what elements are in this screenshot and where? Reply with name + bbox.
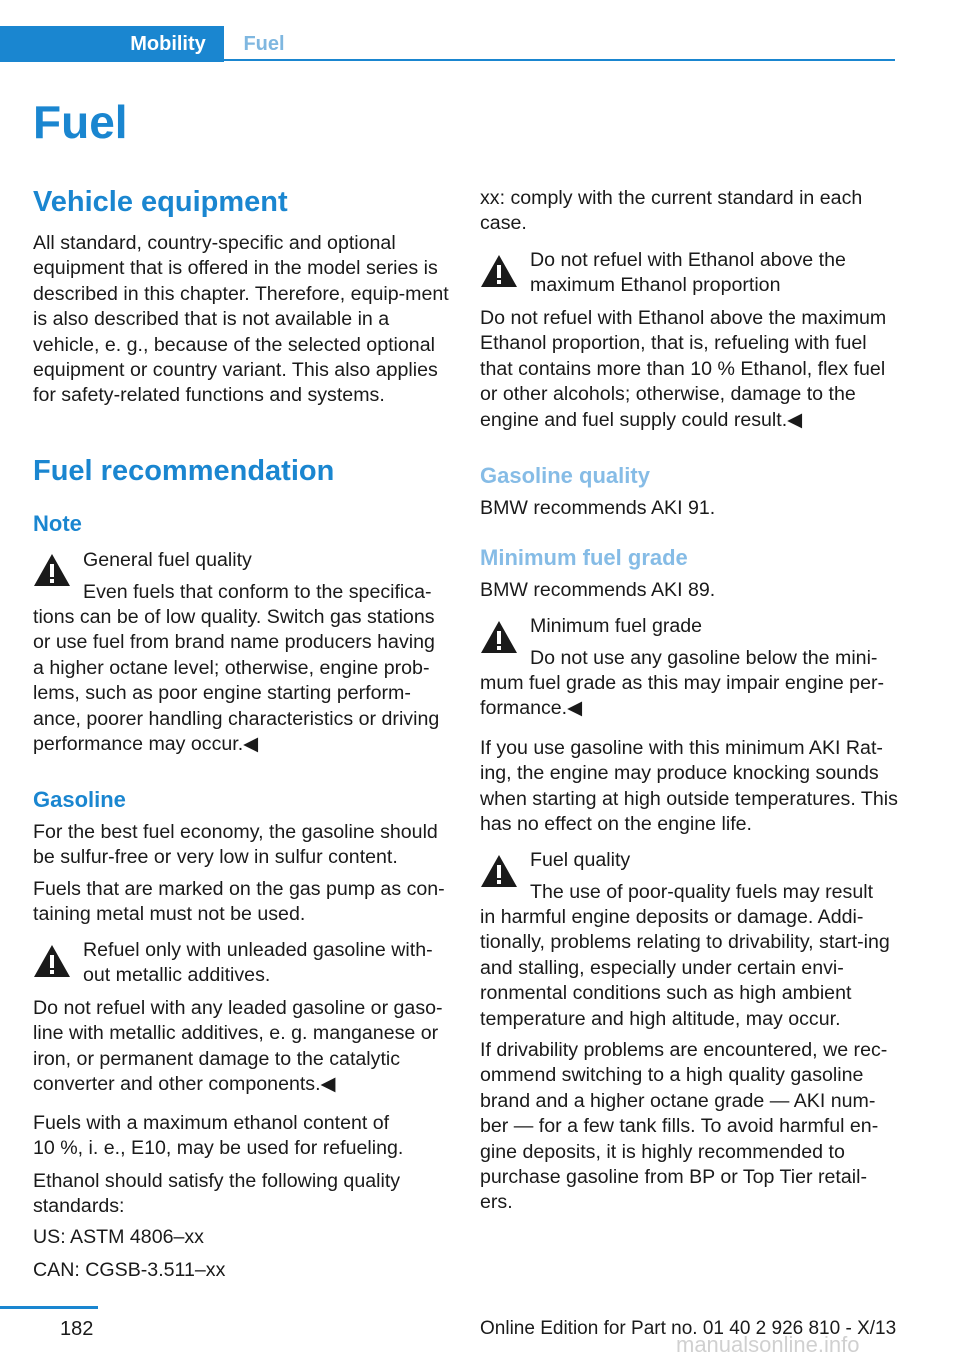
warning-text-line: The use of poor-quality fuels may result (530, 881, 874, 903)
heading-vehicle-equipment: Vehicle equipment (33, 186, 288, 218)
page-number: 182 (60, 1318, 94, 1340)
watermark: manualsonline.info (676, 1332, 860, 1357)
warning-text-general-fuel-quality: tions can be of low quality. Switch gas stations or use fuel from brand name producers having a higher octane level; otherwise, engine prob-lems, such as poor engine starting perform-ance, poorer handling characteristics or driving performance may occur.◀ (33, 606, 440, 756)
paragraph-vehicle-equipment: All standard, country-specific and optional equipment that is offered in the model series is described in this chapter. Therefore, equip-ment is also described that is not available in a vehicle, e. g., because of the selected optional equipment or country variant. This also applies for safety-related functions and systems. (33, 232, 449, 407)
warning-triangle-icon (480, 854, 518, 888)
warning-text-minimum-fuel-grade: mum fuel grade as this may impair engine per-formance.◀ (480, 672, 885, 720)
warning-text-fuel-quality: in harmful engine deposits or damage. Addi-tionally, problems relating to drivability, start-ing and stalling, especially under certain envi-ronmental conditions such as high ambient temperature and high altitude, may occur. (480, 906, 890, 1030)
paragraph-ethanol-content: Fuels with a maximum ethanol content of 10 %, i. e., E10, may be used for refueling. (33, 1112, 404, 1160)
heading-minimum-fuel-grade: Minimum fuel grade (480, 545, 688, 570)
heading-gasoline: Gasoline (33, 787, 126, 812)
warning-text-line: Do not use any gasoline below the mini- (530, 647, 878, 669)
warning-triangle-icon (33, 944, 71, 978)
paragraph-aki-89: BMW recommends AKI 89. (480, 579, 716, 601)
heading-note: Note (33, 511, 82, 536)
paragraph-drivability: If drivability problems are encountered, we rec-ommend switching to a high quality gasoline brand and a higher octane grade — AKI num-ber — for a few tank fills. To avoid harmful en-gine deposits, it is highly recommended to purchase gasoline from BP or Top Tier retail-ers. (480, 1039, 888, 1214)
paragraph-gasoline-sulfur: For the best fuel economy, the gasoline should be sulfur-free or very low in sulfur content. (33, 821, 438, 869)
warning-triangle-icon (480, 254, 518, 288)
paragraph-can-standard: CAN: CGSB-3.511–xx (33, 1259, 226, 1281)
warning-title-general-fuel-quality: General fuel quality (83, 549, 252, 571)
heading-fuel-recommendation: Fuel recommendation (33, 455, 335, 487)
paragraph-ethanol-standards: Ethanol should satisfy the following quality standards: (33, 1170, 401, 1218)
warning-title-ethanol: Do not refuel with Ethanol above the maximum Ethanol proportion (530, 249, 846, 297)
page-title: Fuel (33, 96, 128, 148)
edition-info: Online Edition for Part no. 01 40 2 926 810 - X/13 (480, 1318, 897, 1339)
paragraph-us-standard: US: ASTM 4806–xx (33, 1226, 204, 1248)
header-divider (224, 59, 895, 61)
tab-mobility[interactable]: Mobility (112, 26, 224, 62)
warning-title-minimum-fuel-grade: Minimum fuel grade (530, 615, 703, 637)
warning-text-line: Even fuels that conform to the specifica- (83, 581, 432, 603)
warning-triangle-icon (480, 620, 518, 654)
header-bar (0, 26, 895, 62)
warning-title-fuel-quality: Fuel quality (530, 849, 631, 871)
paragraph-gasoline-metal: Fuels that are marked on the gas pump as con-taining metal must not be used. (33, 878, 445, 926)
tab-fuel[interactable]: Fuel (243, 33, 285, 55)
warning-title-unleaded: Refuel only with unleaded gasoline with-out metallic additives. (83, 939, 433, 987)
header-accent-block (0, 26, 112, 62)
warning-text-ethanol: Do not refuel with Ethanol above the maximum Ethanol proportion, that is, refueling with fuel that contains more than 10 % Ethanol, flex fuel or other alcohols; otherwise, damage to the engine and fuel supply could result.◀ (480, 307, 887, 431)
paragraph-aki-91: BMW recommends AKI 91. (480, 497, 716, 519)
footer-divider (0, 1306, 98, 1309)
paragraph-xx-standard: xx: comply with the current standard in each case. (480, 187, 863, 235)
warning-text-unleaded: Do not refuel with any leaded gasoline or gaso-line with metallic additives, e. g. manganese or iron, or permanent damage to the catalytic converter and other components.◀ (33, 997, 443, 1096)
warning-triangle-icon (33, 553, 71, 587)
heading-gasoline-quality: Gasoline quality (480, 463, 650, 488)
paragraph-knocking: If you use gasoline with this minimum AKI Rat-ing, the engine may produce knocking sounds when starting at high outside temperatures. This has no effect on the engine life. (480, 737, 898, 836)
